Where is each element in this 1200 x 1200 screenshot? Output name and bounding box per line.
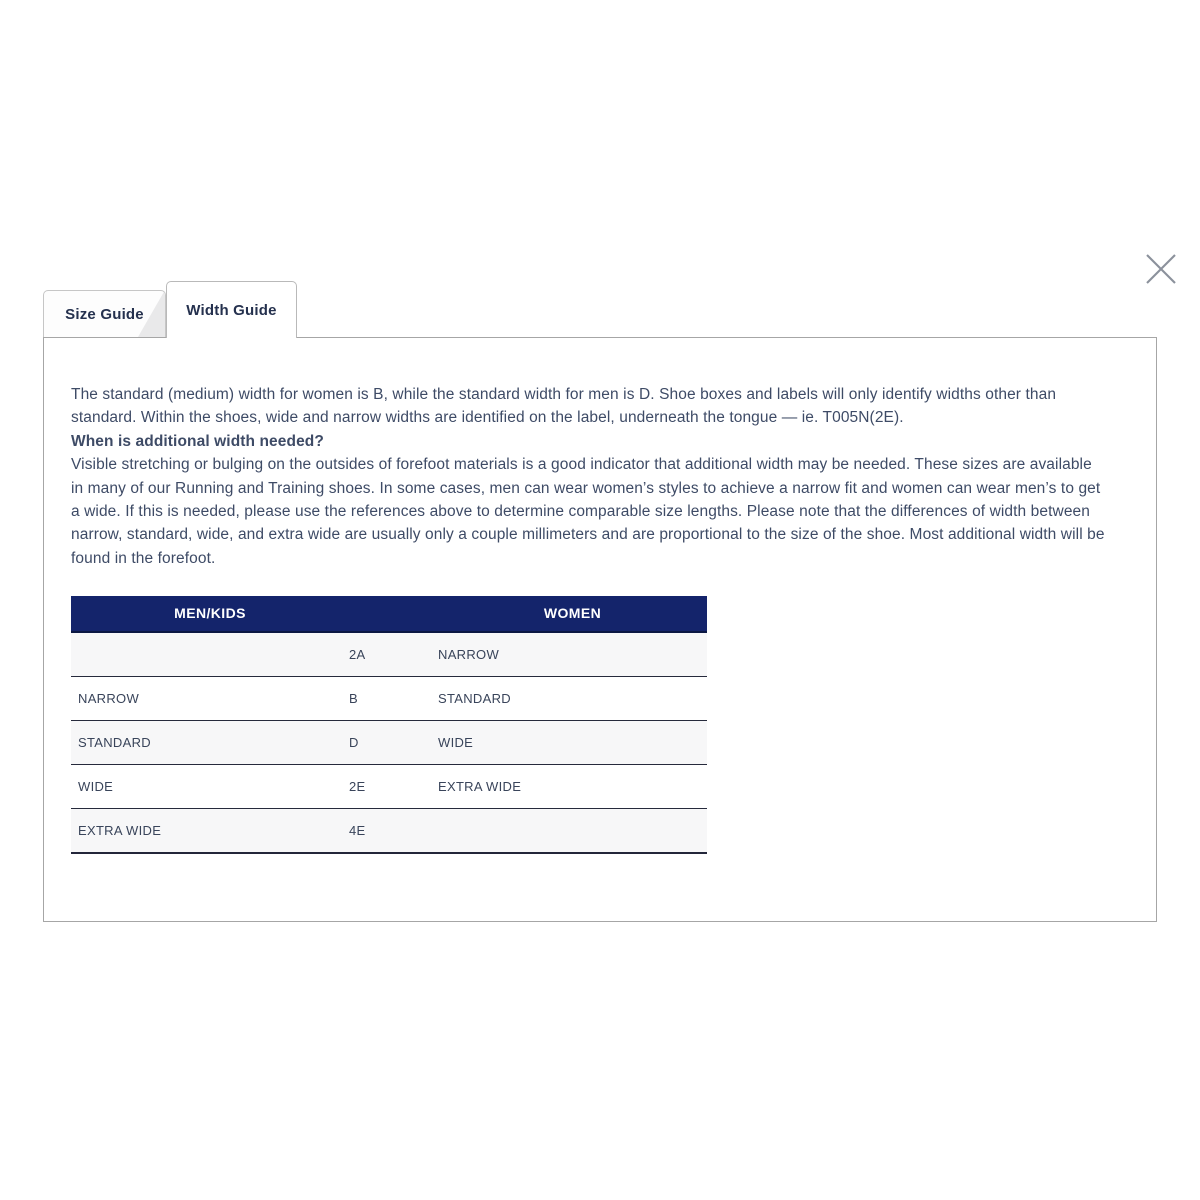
table-row: [71, 720, 707, 764]
table-row: [71, 676, 707, 720]
code-cell: D: [349, 735, 359, 751]
close-button[interactable]: [1140, 248, 1182, 290]
tab-size-guide-label: Size Guide: [65, 305, 144, 323]
header-men-kids: MEN/KIDS: [174, 605, 246, 622]
code-cell: B: [349, 691, 358, 707]
tab-width-guide-label: Width Guide: [186, 301, 277, 319]
tab-width-guide[interactable]: [166, 281, 297, 338]
width-table: [71, 596, 707, 854]
close-icon: [1140, 248, 1182, 290]
table-row: [71, 633, 707, 676]
code-cell: 2E: [349, 779, 366, 795]
header-women: WOMEN: [543, 605, 602, 622]
men-width-cell: WIDE: [78, 779, 114, 795]
men-width-cell: NARROW: [78, 691, 140, 707]
width-guide-panel: [43, 337, 1157, 922]
width-table-header: [71, 596, 707, 633]
code-cell: 4E: [349, 823, 366, 839]
intro-paragraph: The standard (medium) width for women is B, while the standard width for men is D. Shoe boxes and labels will only identify widths other than standard. Within the shoes, wide and narrow widths are identified on the label, underneath the tongue — ie. T005N(2E).: [71, 386, 1057, 427]
men-width-cell: EXTRA WIDE: [78, 823, 162, 839]
women-width-cell: EXTRA WIDE: [438, 779, 522, 795]
table-row: [71, 764, 707, 808]
women-width-cell: NARROW: [438, 647, 500, 663]
tab-size-guide[interactable]: [43, 290, 166, 337]
women-width-cell: STANDARD: [438, 691, 511, 707]
additional-width-body: Visible stretching or bulging on the outsides of forefoot materials is a good indicator that additional width may be needed. These sizes are available in many of our Running and Training shoes. In some cases, men can wear women’s styles to achieve a narrow fit and women can wear men’s to get a wide. If this is needed, please use the references above to determine comparable size lengths. Please note that the differences of width between narrow, standard, wide, and extra wide are usually only a couple millimeters and are proportional to the size of the shoe. Most additional width will be found in the forefoot.: [71, 456, 1105, 567]
additional-width-heading: When is additional width needed?: [71, 432, 324, 450]
women-width-cell: WIDE: [438, 735, 474, 751]
table-row: [71, 808, 707, 852]
men-width-cell: STANDARD: [78, 735, 151, 751]
code-cell: 2A: [349, 647, 366, 663]
